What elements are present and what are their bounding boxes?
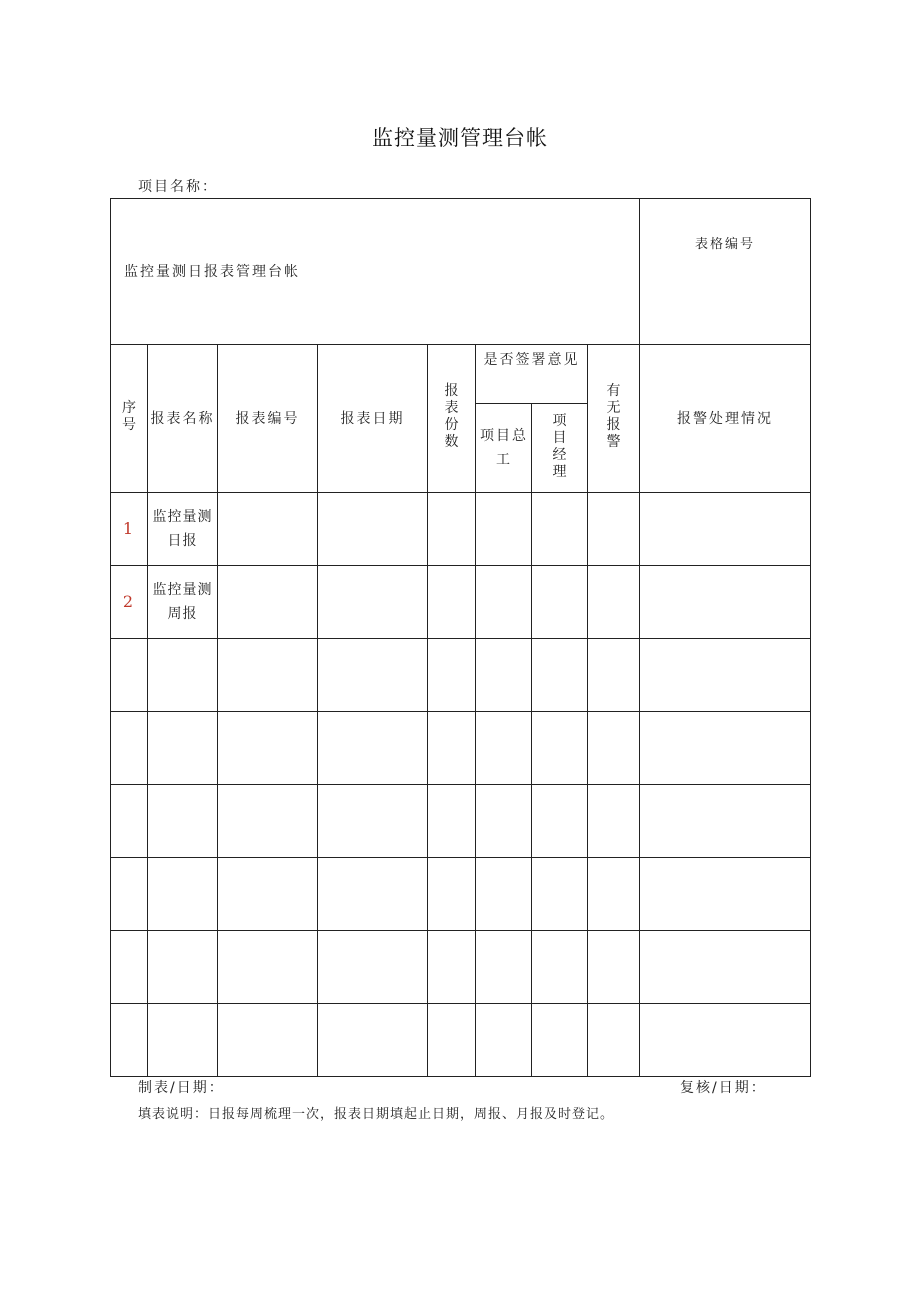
row-chief-engineer-sign <box>476 785 532 858</box>
row-report-name <box>148 1004 218 1077</box>
row-seq <box>111 712 148 785</box>
table-row <box>111 785 811 858</box>
ledger-header-row <box>111 199 811 345</box>
row-alarm-handling <box>640 493 811 566</box>
table-row <box>111 1004 811 1077</box>
row-chief-engineer-sign <box>476 639 532 712</box>
row-alarm-handling <box>640 712 811 785</box>
prepared-by-date: 制表/日期： <box>138 1080 225 1096</box>
reviewed-by-date: 复核/日期： <box>680 1080 767 1096</box>
row-copies <box>428 493 476 566</box>
row-report-number <box>218 493 318 566</box>
page-title: 监控量测管理台帐 <box>372 126 548 150</box>
col-project-chief-engineer: 项目总工 <box>476 404 532 493</box>
row-report-name <box>148 712 218 785</box>
table-row <box>111 858 811 931</box>
row-copies <box>428 931 476 1004</box>
col-seq: 序号 <box>111 345 148 493</box>
row-chief-engineer-sign <box>476 1004 532 1077</box>
row-manager-sign <box>532 1004 588 1077</box>
row-report-name: 监控量测周报 <box>148 566 218 639</box>
row-report-name: 监控量测日报 <box>148 493 218 566</box>
row-copies <box>428 785 476 858</box>
col-report-name: 报表名称 <box>148 345 218 493</box>
row-has-alarm <box>588 1004 640 1077</box>
col-project-manager: 项目经理 <box>532 404 588 493</box>
row-has-alarm <box>588 931 640 1004</box>
row-report-name <box>148 931 218 1004</box>
row-seq <box>111 785 148 858</box>
row-has-alarm <box>588 639 640 712</box>
ledger-table <box>110 198 811 1077</box>
row-manager-sign <box>532 785 588 858</box>
row-report-date <box>318 858 428 931</box>
form-number-cell <box>640 199 811 345</box>
row-report-number <box>218 639 318 712</box>
row-report-date <box>318 785 428 858</box>
row-copies <box>428 566 476 639</box>
row-chief-engineer-sign <box>476 493 532 566</box>
row-manager-sign <box>532 566 588 639</box>
row-alarm-handling <box>640 566 811 639</box>
row-chief-engineer-sign <box>476 858 532 931</box>
row-seq <box>111 639 148 712</box>
row-report-date <box>318 1004 428 1077</box>
col-alarm-handling: 报警处理情况 <box>640 345 811 493</box>
row-report-number <box>218 785 318 858</box>
row-report-number <box>218 712 318 785</box>
row-copies <box>428 712 476 785</box>
row-alarm-handling <box>640 639 811 712</box>
row-manager-sign <box>532 858 588 931</box>
fill-instructions: 填表说明：日报每周梳理一次，报表日期填起止日期，周报、月报及时登记。 <box>138 1107 615 1122</box>
row-chief-engineer-sign <box>476 566 532 639</box>
row-report-name <box>148 858 218 931</box>
row-report-number <box>218 931 318 1004</box>
table-row <box>111 639 811 712</box>
col-sign-opinion: 是否签署意见 <box>476 345 588 404</box>
row-has-alarm <box>588 493 640 566</box>
row-report-date <box>318 493 428 566</box>
row-alarm-handling <box>640 931 811 1004</box>
row-seq: 2 <box>111 566 148 639</box>
form-number-label: 表格编号 <box>694 237 755 252</box>
row-report-number <box>218 858 318 931</box>
row-has-alarm <box>588 785 640 858</box>
row-report-name <box>148 785 218 858</box>
row-report-date <box>318 712 428 785</box>
row-manager-sign <box>532 931 588 1004</box>
row-report-number <box>218 566 318 639</box>
row-chief-engineer-sign <box>476 931 532 1004</box>
col-copies: 报表份数 <box>428 345 476 493</box>
row-report-date <box>318 931 428 1004</box>
row-seq <box>111 858 148 931</box>
row-manager-sign <box>532 639 588 712</box>
col-report-number: 报表编号 <box>218 345 318 493</box>
row-alarm-handling <box>640 1004 811 1077</box>
column-header-row <box>111 345 811 404</box>
ledger-name: 监控量测日报表管理台帐 <box>111 199 640 345</box>
row-seq <box>111 931 148 1004</box>
col-report-date: 报表日期 <box>318 345 428 493</box>
row-report-name <box>148 639 218 712</box>
row-chief-engineer-sign <box>476 712 532 785</box>
table-row <box>111 712 811 785</box>
col-has-alarm: 有无报警 <box>588 345 640 493</box>
row-copies <box>428 1004 476 1077</box>
table-row <box>111 931 811 1004</box>
row-has-alarm <box>588 712 640 785</box>
row-report-date <box>318 566 428 639</box>
row-copies <box>428 639 476 712</box>
row-report-number <box>218 1004 318 1077</box>
project-name-label: 项目名称： <box>138 179 218 195</box>
row-copies <box>428 858 476 931</box>
row-has-alarm <box>588 858 640 931</box>
row-manager-sign <box>532 712 588 785</box>
row-alarm-handling <box>640 858 811 931</box>
row-seq <box>111 1004 148 1077</box>
table-row <box>111 566 811 639</box>
row-seq: 1 <box>111 493 148 566</box>
row-has-alarm <box>588 566 640 639</box>
table-row <box>111 493 811 566</box>
row-report-date <box>318 639 428 712</box>
row-alarm-handling <box>640 785 811 858</box>
row-manager-sign <box>532 493 588 566</box>
